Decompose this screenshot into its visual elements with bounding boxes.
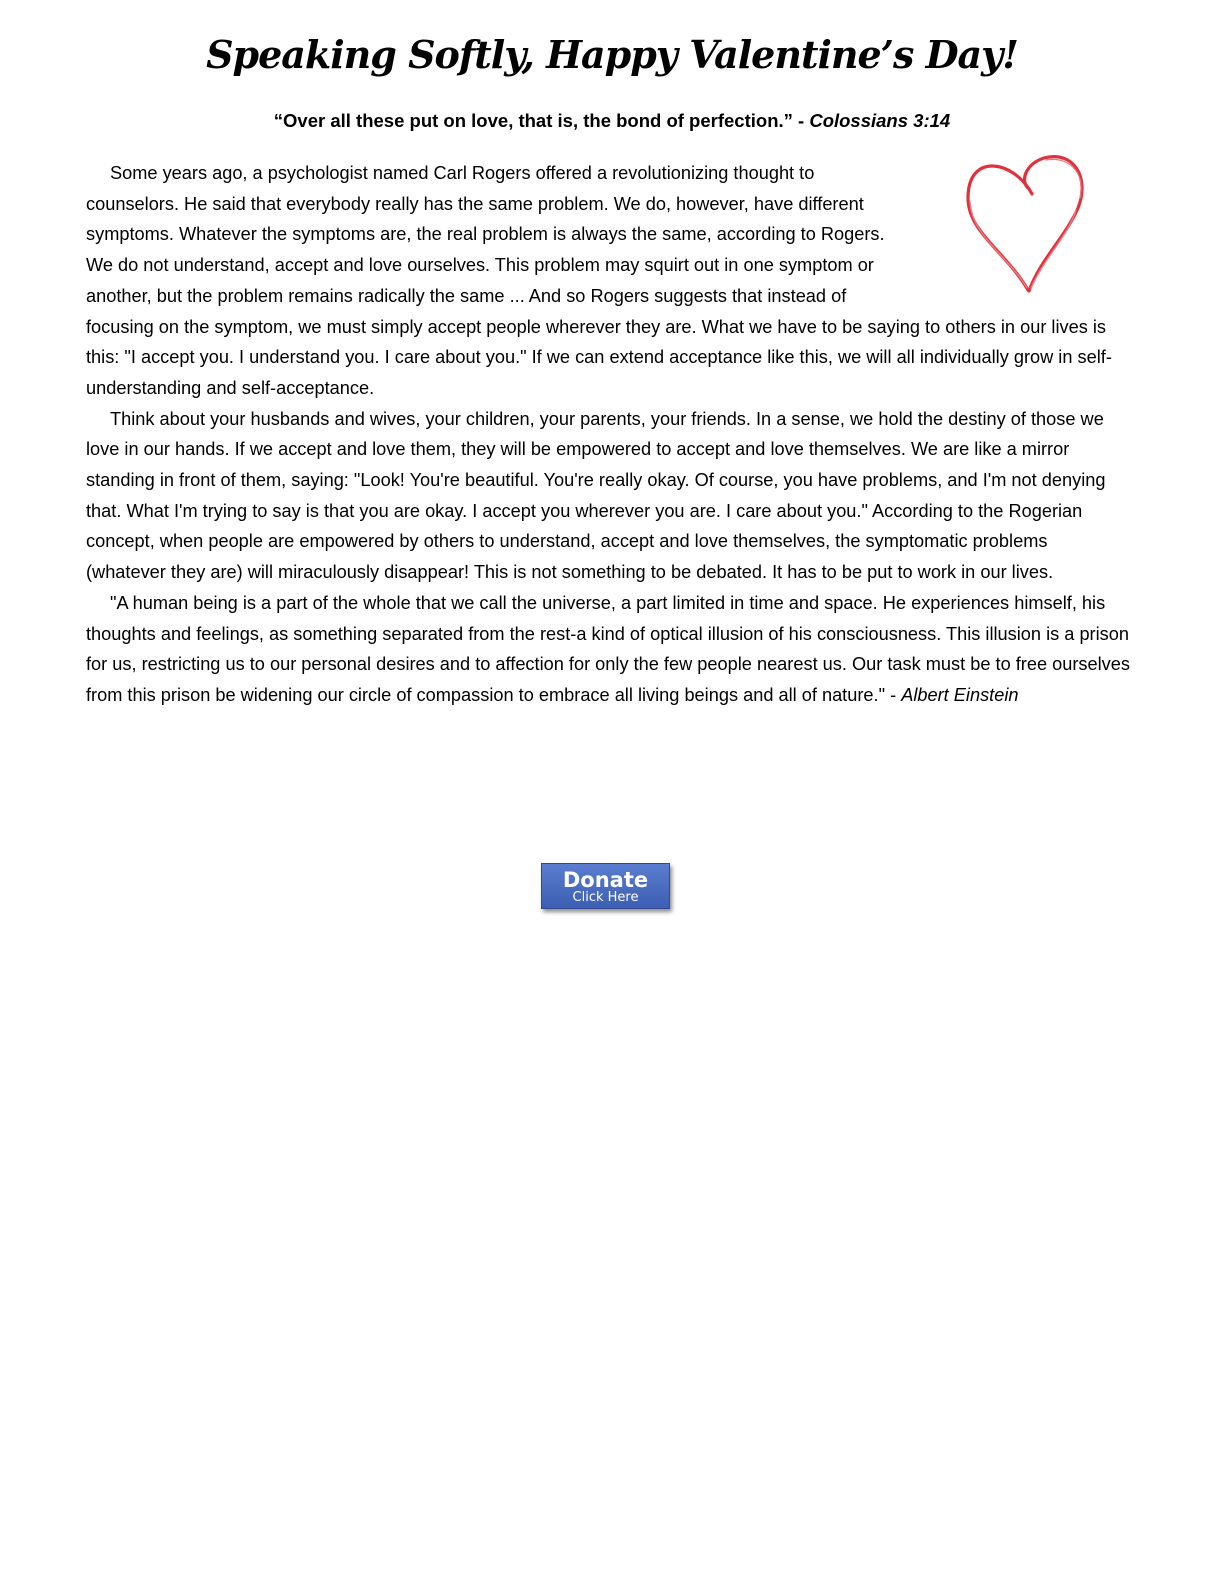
scripture-quote (0, 108, 1224, 134)
paragraph-destiny: Think about your husbands and wives, your children, your parents, your friends. In a sense, we hold the destiny of those we love in our hands. If we accept and love them, they will be empowered to accept and love themselves. We are like a mirror standing in front of them, saying: "Look! You're beautiful. You're really okay. Of course, you have problems, and I'm not denying that. What I'm trying to say is that you are okay. I accept you wherever you are. I care about you." According to the Rogerian concept, when people are empowered by others to understand, accept and love themselves, the symptomatic problems (whatever they are) will miraculously disappear! This is not something to be debated. It has to be put to work in our lives. (86, 408, 1106, 583)
scripture-text: “Over all these put on love, that is, the bond of perfection.” - (273, 110, 805, 131)
heart-icon (928, 152, 1124, 302)
einstein-quote-text: "A human being is a part of the whole that we call the universe, a part limited in time and space. He experiences himself, his thoughts and feelings, as something separated from the rest-a kind of optical illusion of his consciousness. This illusion is a prison for us, restricting us to our personal desires and to affection for only the few people nearest us. Our task must be to free ourselves from this prison be widening our circle of compassion to embrace all living beings and all of nature." - (86, 592, 1130, 705)
paragraph-rogers: Some years ago, a psychologist named Carl Rogers offered a revolutionizing thought to counselors. He said that everybody really has the same problem. We do, however, have different symptoms. Whatever the symptoms are, the real problem is always the same, according to Rogers. We do not understand, accept and love ourselves. This problem may squirt out in one symptom or another, but the problem remains radically the same ... And so Rogers suggests that instead of focusing on the symptom, we must simply accept people wherever they are. What we have to be saying to others in our lives is this: "I accept you. I understand you. I care about you." If we can extend acceptance like this, we will all individually grow in self-understanding and self-acceptance. (86, 163, 1112, 398)
donate-button[interactable] (541, 863, 670, 909)
article-body (86, 158, 1132, 711)
einstein-author: Albert Einstein (901, 684, 1019, 705)
scripture-reference: Colossians 3:14 (809, 110, 951, 131)
donate-sublabel: Click Here (572, 890, 639, 905)
donate-label: Donate (562, 868, 649, 892)
paragraph-einstein-quote (86, 588, 1132, 711)
page-title: Speaking Softly, Happy Valentine’s Day! (206, 32, 1018, 77)
